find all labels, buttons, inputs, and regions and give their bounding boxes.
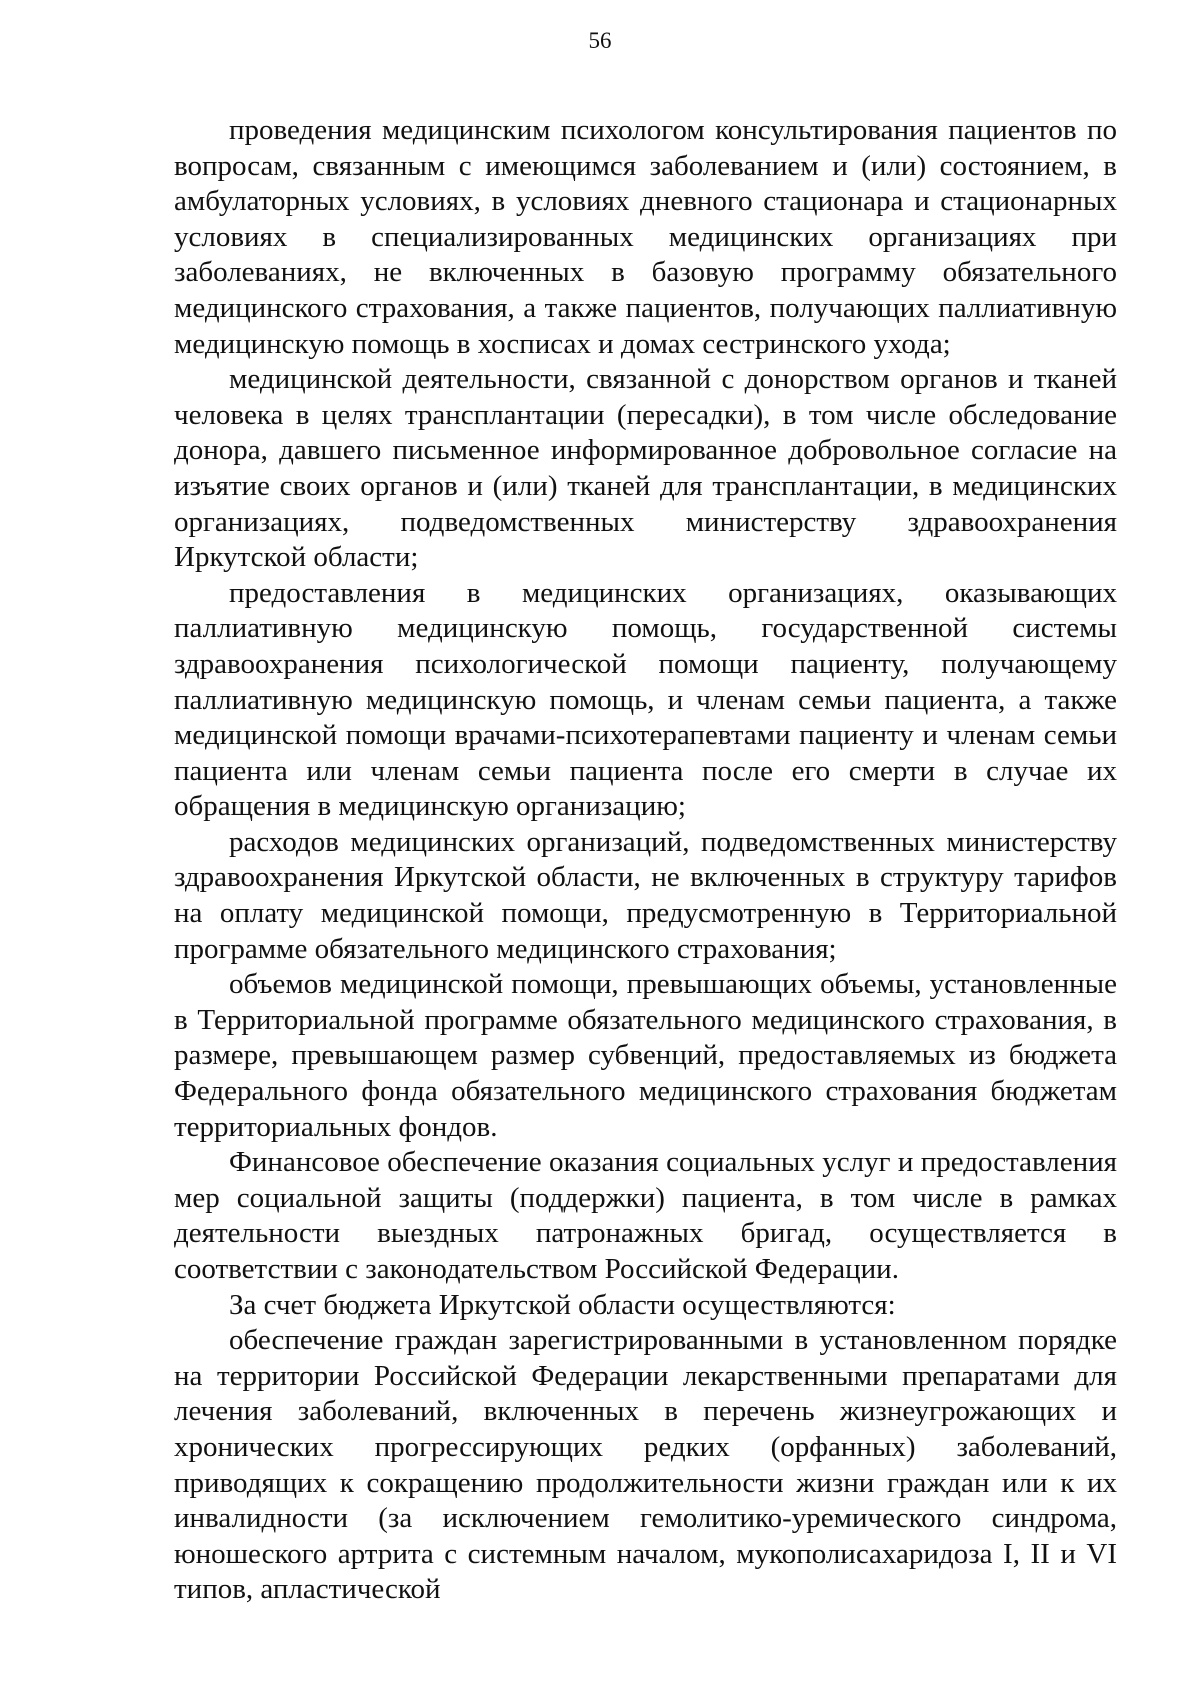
- paragraph: обеспечение граждан зарегистрированными в установленном порядке на территории Российской Федерации лекарственными препаратами для лечения заболеваний, включенных в перечень жизнеугрожающих и хронических прогрессирующих редких (орфанных) заболеваний, приводящих к сокращению продолжительности жизни граждан или к их инвалидности (за исключением гемолитико-уремического синдрома, юношеского артрита с системным началом, мукополисахаридоза I, II и VI типов, апластической: [174, 1324, 1117, 1606]
- document-body: [174, 113, 1117, 1608]
- paragraph: проведения медицинским психологом консультирования пациентов по вопросам, связанным с имеющимся заболеванием и (или) состоянием, в амбулаторных условиях, в условиях дневного стационара и стационарных условиях в специализированных медицинских организациях при заболеваниях, не включенных в базовую программу обязательного медицинского страхования, а также пациентов, получающих паллиативную медицинскую помощь в хосписах и домах сестринского ухода;: [174, 114, 1117, 360]
- page-number: 56: [588, 28, 612, 53]
- paragraph: За счет бюджета Иркутской области осуществляются:: [229, 1288, 896, 1321]
- paragraph: объемов медицинской помощи, превышающих объемы, установленные в Территориальной программе обязательного медицинского страхования, в размере, превышающем размер субвенций, предоставляемых из бюджета Федерального фонда обязательного медицинского страхования бюджетам территориальных фондов.: [174, 968, 1117, 1143]
- paragraph: предоставления в медицинских организациях, оказывающих паллиативную медицинскую помощь, государственной системы здравоохранения психологической помощи пациенту, получающему паллиативную медицинскую помощь, и членам семьи пациента, а также медицинской помощи врачами-психотерапевтами пациенту и членам семьи пациента или членам семьи пациента после его смерти в случае их обращения в медицинскую организацию;: [174, 576, 1117, 823]
- paragraph: расходов медицинских организаций, подведомственных министерству здравоохранения Иркутской области, не включенных в структуру тарифов на оплату медицинской помощи, предусмотренную в Территориальной программе обязательного медицинского страхования;: [174, 825, 1117, 965]
- paragraph: медицинской деятельности, связанной с донорством органов и тканей человека в целях трансплантации (пересадки), в том числе обследование донора, давшего письменное информированное добровольное согласие на изъятие своих органов и (или) тканей для трансплантации, в медицинских организациях, подведомственных министерству здравоохранения Иркутской области;: [174, 363, 1117, 574]
- paragraph: Финансовое обеспечение оказания социальных услуг и предоставления мер социальной защиты (поддержки) пациента, в том числе в рамках деятельности выездных патронажных бригад, осуществляется в соответствии с законодательством Российской Федерации.: [174, 1146, 1117, 1285]
